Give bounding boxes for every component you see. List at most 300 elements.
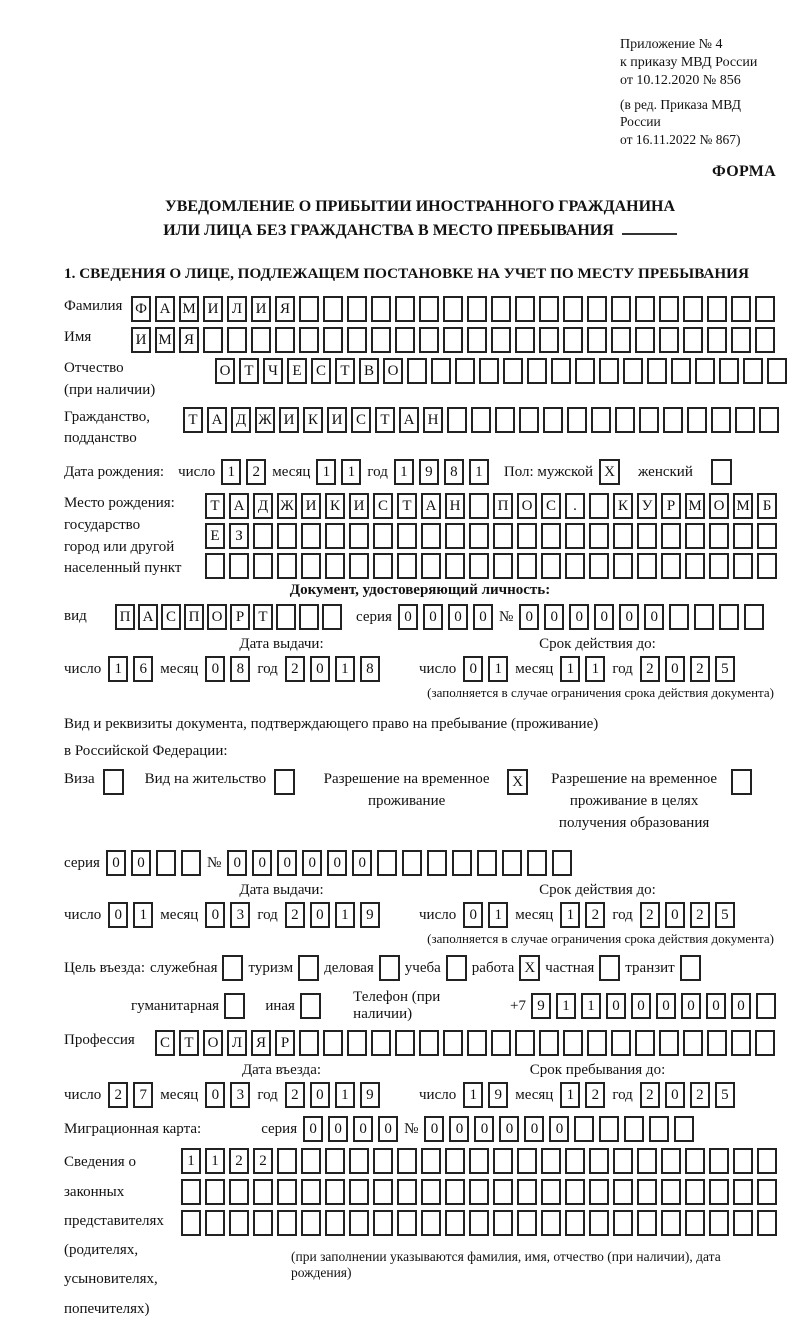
char-cell [299, 327, 319, 353]
char-cell [539, 1030, 559, 1056]
char-cell [493, 1148, 513, 1174]
char-cell: И [131, 327, 151, 353]
char-cell [347, 296, 367, 322]
char-cell [301, 1210, 321, 1236]
char-cell [527, 358, 547, 384]
char-cell [635, 296, 655, 322]
char-cell: 7 [133, 1082, 153, 1108]
char-cell [229, 1179, 249, 1205]
validity-note: (заполняется в случае ограничения срока действия документа) [427, 931, 774, 947]
char-cell: 0 [463, 656, 483, 682]
representatives-label: (родителях, [64, 1242, 139, 1259]
char-cell: К [303, 407, 323, 433]
char-cell [515, 1030, 535, 1056]
patronymic-label-note: (при наличии) [64, 381, 156, 398]
char-cell: П [115, 604, 135, 630]
char-cell: 0 [474, 1116, 494, 1142]
char-cell: О [709, 493, 729, 519]
purpose-option-label: туризм [248, 959, 294, 976]
char-cell [421, 1179, 441, 1205]
char-cell [649, 1116, 669, 1142]
char-cell: 0 [463, 902, 483, 928]
char-cell [591, 407, 611, 433]
char-cell [744, 604, 764, 630]
char-cell [756, 993, 776, 1019]
char-cell: Т [375, 407, 395, 433]
char-cell: С [351, 407, 371, 433]
entry-date-heading: Дата въезда: [241, 1062, 322, 1079]
birth-place-label: населенный пункт [64, 560, 182, 577]
purpose-transit-checkbox [680, 955, 701, 981]
year-label: год [612, 1086, 633, 1103]
purpose-study-checkbox [446, 955, 467, 981]
char-cell [611, 1030, 631, 1056]
day-label: число [419, 1086, 457, 1103]
valid-month-boxes [560, 902, 605, 928]
char-cell [347, 327, 367, 353]
stay-until-heading: Срок пребывания до: [529, 1062, 666, 1079]
char-cell: 0 [549, 1116, 569, 1142]
char-cell [519, 407, 539, 433]
first-name-boxes [131, 327, 775, 353]
char-cell [325, 1210, 345, 1236]
identity-doc-heading: Документ, удостоверяющий личность: [289, 582, 551, 599]
char-cell [467, 327, 487, 353]
month-label: месяц [272, 463, 311, 480]
first-name-label: Имя [64, 329, 92, 346]
char-cell [349, 1148, 369, 1174]
year-label: год [612, 906, 633, 923]
citizenship-label: Гражданство, [64, 408, 151, 425]
char-cell: О [207, 604, 227, 630]
char-cell [611, 296, 631, 322]
char-cell [759, 407, 779, 433]
month-label: месяц [515, 906, 554, 923]
char-cell: 0 [594, 604, 614, 630]
migration-card-row [64, 1116, 776, 1142]
residence-intro-line2: в Российской Федерации: [64, 743, 228, 760]
char-cell: И [327, 407, 347, 433]
residence-number-boxes [227, 850, 572, 876]
char-cell [493, 553, 513, 579]
appendix-header [620, 36, 776, 148]
char-cell [349, 1210, 369, 1236]
issue-month-boxes [205, 902, 250, 928]
char-cell: 9 [360, 1082, 380, 1108]
month-label: месяц [160, 906, 199, 923]
char-cell: 9 [419, 459, 439, 485]
char-cell: Н [445, 493, 465, 519]
char-cell: 0 [519, 604, 539, 630]
char-cell: 0 [303, 1116, 323, 1142]
char-cell [467, 296, 487, 322]
char-cell [517, 1179, 537, 1205]
char-cell [683, 327, 703, 353]
doc-number-boxes [519, 604, 764, 630]
entry-day-boxes [108, 1082, 153, 1108]
char-cell: Н [423, 407, 443, 433]
char-cell [515, 327, 535, 353]
char-cell [661, 553, 681, 579]
purpose-business-checkbox [379, 955, 400, 981]
char-cell: В [359, 358, 379, 384]
entry-dates [64, 1062, 776, 1108]
char-cell [395, 327, 415, 353]
purpose-humanitarian-checkbox [224, 993, 245, 1019]
char-cell [301, 523, 321, 549]
char-cell [589, 553, 609, 579]
purpose-option-label: учеба [404, 959, 441, 976]
birth-year-boxes [394, 459, 489, 485]
char-cell [707, 327, 727, 353]
char-cell [733, 1148, 753, 1174]
char-cell: 1 [556, 993, 576, 1019]
char-cell [301, 1148, 321, 1174]
year-label: год [612, 660, 633, 677]
char-cell [469, 1179, 489, 1205]
char-cell: 9 [488, 1082, 508, 1108]
char-cell [683, 296, 703, 322]
sex-female-checkbox [711, 459, 732, 485]
char-cell: 0 [606, 993, 626, 1019]
char-cell [445, 1148, 465, 1174]
doc-series-label: серия [356, 608, 392, 625]
char-cell: 1 [560, 902, 580, 928]
doc-number-label: № [498, 608, 514, 625]
char-cell: 5 [715, 902, 735, 928]
appendix-line: к приказу МВД России [620, 55, 758, 71]
char-cell: 0 [353, 1116, 373, 1142]
char-cell [452, 850, 472, 876]
char-cell: 1 [316, 459, 336, 485]
char-cell: 0 [449, 1116, 469, 1142]
char-cell [719, 358, 739, 384]
char-cell [707, 1030, 727, 1056]
title-line1: УВЕДОМЛЕНИЕ О ПРИБЫТИИ ИНОСТРАННОГО ГРАЖДАНИНА [164, 198, 676, 216]
char-cell: 9 [360, 902, 380, 928]
char-cell [445, 553, 465, 579]
char-cell [493, 1179, 513, 1205]
char-cell: 8 [360, 656, 380, 682]
migration-number-boxes [424, 1116, 694, 1142]
citizenship-label2: подданство [64, 430, 137, 447]
patronymic-boxes [215, 358, 787, 384]
char-cell [325, 523, 345, 549]
char-cell [253, 1179, 273, 1205]
char-cell [709, 553, 729, 579]
char-cell [495, 407, 515, 433]
char-cell: 1 [335, 1082, 355, 1108]
char-cell: 0 [108, 902, 128, 928]
char-cell [543, 407, 563, 433]
char-cell [563, 296, 583, 322]
form-label: ФОРМА [711, 163, 776, 181]
char-cell: 0 [252, 850, 272, 876]
residence-permit-checkbox [274, 769, 295, 795]
char-cell: 2 [229, 1148, 249, 1174]
purpose-option-label: гуманитарная [131, 997, 220, 1014]
char-cell [587, 296, 607, 322]
year-label: год [257, 660, 278, 677]
char-cell: 0 [131, 850, 151, 876]
char-cell: Е [205, 523, 225, 549]
char-cell: 2 [690, 902, 710, 928]
char-cell [477, 850, 497, 876]
char-cell [731, 327, 751, 353]
char-cell [229, 1210, 249, 1236]
birth-place-boxes-row2 [205, 523, 777, 549]
char-cell: 2 [285, 1082, 305, 1108]
visa-label: Виза [64, 771, 95, 788]
char-cell [565, 1179, 585, 1205]
char-cell: 1 [560, 1082, 580, 1108]
char-cell [733, 553, 753, 579]
char-cell [503, 358, 523, 384]
char-cell [757, 553, 777, 579]
char-cell [663, 407, 683, 433]
char-cell: 0 [644, 604, 664, 630]
day-label: число [419, 906, 457, 923]
char-cell: 1 [133, 902, 153, 928]
number-label: № [206, 854, 222, 871]
char-cell [711, 407, 731, 433]
char-cell: С [373, 493, 393, 519]
representatives-boxes-row2 [181, 1179, 777, 1205]
char-cell [661, 523, 681, 549]
char-cell: 0 [106, 850, 126, 876]
day-label: число [64, 906, 102, 923]
char-cell [767, 358, 787, 384]
char-cell: А [421, 493, 441, 519]
char-cell [181, 1210, 201, 1236]
char-cell [755, 327, 775, 353]
issue-date-heading: Дата выдачи: [239, 882, 324, 899]
char-cell [205, 1210, 225, 1236]
char-cell [299, 296, 319, 322]
char-cell: О [215, 358, 235, 384]
char-cell [325, 1148, 345, 1174]
char-cell: О [517, 493, 537, 519]
char-cell: 1 [581, 993, 601, 1019]
char-cell: 0 [665, 902, 685, 928]
char-cell [402, 850, 422, 876]
purpose-option-label: деловая [324, 959, 374, 976]
char-cell: 1 [181, 1148, 201, 1174]
char-cell [709, 1148, 729, 1174]
char-cell: 2 [690, 1082, 710, 1108]
char-cell [373, 1210, 393, 1236]
char-cell: Е [287, 358, 307, 384]
char-cell: 0 [731, 993, 751, 1019]
doc-series-boxes [398, 604, 493, 630]
char-cell [301, 553, 321, 579]
entry-month-boxes [205, 1082, 250, 1108]
section1-title: 1. СВЕДЕНИЯ О ЛИЦЕ, ПОДЛЕЖАЩЕМ ПОСТАНОВКЕ НА УЧЕТ ПО МЕСТУ ПРЕБЫВАНИЯ [64, 265, 749, 283]
char-cell: 5 [715, 1082, 735, 1108]
option-temporary-residence-education [545, 769, 752, 834]
char-cell [661, 1210, 681, 1236]
birth-place-label: государство [64, 516, 141, 533]
valid-until-heading: Срок действия до: [539, 636, 656, 653]
char-cell: 0 [569, 604, 589, 630]
char-cell: 0 [631, 993, 651, 1019]
char-cell [419, 296, 439, 322]
char-cell [563, 1030, 583, 1056]
char-cell [674, 1116, 694, 1142]
char-cell: Л [227, 1030, 247, 1056]
char-cell [427, 850, 447, 876]
appendix-line: от 10.12.2020 № 856 [620, 73, 741, 89]
char-cell: М [155, 327, 175, 353]
birth-day-boxes [221, 459, 266, 485]
char-cell: 9 [531, 993, 551, 1019]
char-cell [565, 523, 585, 549]
doc-type-label: вид [64, 608, 87, 625]
char-cell: И [349, 493, 369, 519]
char-cell [589, 523, 609, 549]
valid-month-boxes [560, 656, 605, 682]
char-cell [349, 553, 369, 579]
char-cell [373, 1179, 393, 1205]
char-cell [469, 523, 489, 549]
representatives-boxes-row1 [181, 1148, 777, 1174]
char-cell [395, 1030, 415, 1056]
residence-doc-options [64, 769, 776, 834]
char-cell: 3 [230, 1082, 250, 1108]
birth-place-boxes-row3 [205, 553, 777, 579]
char-cell: С [155, 1030, 175, 1056]
char-cell: 2 [246, 459, 266, 485]
char-cell [491, 327, 511, 353]
char-cell: Ж [255, 407, 275, 433]
char-cell: Р [230, 604, 250, 630]
char-cell [301, 1179, 321, 1205]
representatives-row [64, 1148, 776, 1324]
valid-day-boxes [463, 902, 508, 928]
char-cell [563, 327, 583, 353]
purpose-option-label: транзит [625, 959, 675, 976]
char-cell [743, 358, 763, 384]
birth-month-boxes [316, 459, 361, 485]
day-label: число [64, 1086, 102, 1103]
char-cell: О [203, 1030, 223, 1056]
residence-intro-line1: Вид и реквизиты документа, подтверждающего право на пребывание (проживание) [64, 716, 599, 733]
char-cell: 0 [352, 850, 372, 876]
char-cell [479, 358, 499, 384]
char-cell: Я [179, 327, 199, 353]
char-cell [467, 1030, 487, 1056]
char-cell [251, 327, 271, 353]
char-cell [491, 296, 511, 322]
char-cell [552, 850, 572, 876]
char-cell [659, 327, 679, 353]
char-cell: 2 [640, 902, 660, 928]
char-cell [205, 1179, 225, 1205]
char-cell [623, 358, 643, 384]
char-cell: 2 [585, 902, 605, 928]
char-cell [371, 327, 391, 353]
char-cell: 0 [277, 850, 297, 876]
identity-doc-dates [64, 636, 776, 682]
char-cell [447, 407, 467, 433]
char-cell [275, 327, 295, 353]
char-cell [567, 407, 587, 433]
phone-boxes [531, 993, 776, 1019]
char-cell [299, 604, 319, 630]
char-cell [371, 1030, 391, 1056]
stay-year-boxes [640, 1082, 735, 1108]
profession-boxes [155, 1030, 775, 1056]
temporary-residence-checkbox: X [507, 769, 528, 795]
purpose-other-checkbox [300, 993, 321, 1019]
char-cell: 1 [205, 1148, 225, 1174]
char-cell [575, 358, 595, 384]
char-cell [253, 553, 273, 579]
char-cell [565, 1210, 585, 1236]
surname-boxes [131, 296, 775, 322]
char-cell [325, 1179, 345, 1205]
char-cell [445, 1179, 465, 1205]
char-cell [671, 358, 691, 384]
doc-type-boxes [115, 604, 342, 630]
char-cell [181, 850, 201, 876]
char-cell [421, 1210, 441, 1236]
month-label: месяц [515, 1086, 554, 1103]
char-cell [373, 523, 393, 549]
issue-day-boxes [108, 902, 153, 928]
char-cell: М [733, 493, 753, 519]
char-cell [205, 553, 225, 579]
purpose-option-label: работа [471, 959, 515, 976]
char-cell [709, 523, 729, 549]
char-cell: 0 [544, 604, 564, 630]
char-cell [731, 296, 751, 322]
char-cell [431, 358, 451, 384]
char-cell: Т [239, 358, 259, 384]
char-cell [709, 1210, 729, 1236]
temporary-residence-label: Разрешение на временное проживание [323, 771, 490, 809]
char-cell: 0 [205, 1082, 225, 1108]
birth-date-row [64, 459, 776, 485]
char-cell [277, 1210, 297, 1236]
char-cell [685, 1148, 705, 1174]
char-cell: 2 [640, 1082, 660, 1108]
char-cell: А [399, 407, 419, 433]
char-cell: 0 [681, 993, 701, 1019]
char-cell [203, 327, 223, 353]
char-cell: К [613, 493, 633, 519]
char-cell: П [493, 493, 513, 519]
char-cell: Т [253, 604, 273, 630]
char-cell [589, 1148, 609, 1174]
char-cell [613, 553, 633, 579]
char-cell: 0 [473, 604, 493, 630]
char-cell [443, 1030, 463, 1056]
document-title [64, 195, 776, 243]
issue-year-boxes [285, 656, 380, 682]
profession-row [64, 1030, 776, 1056]
char-cell: 3 [230, 902, 250, 928]
char-cell: 1 [488, 902, 508, 928]
char-cell: 1 [108, 656, 128, 682]
char-cell [611, 327, 631, 353]
identity-doc-row [64, 604, 776, 630]
char-cell: 6 [133, 656, 153, 682]
char-cell: 0 [227, 850, 247, 876]
series-label: серия [64, 854, 100, 871]
char-cell [539, 327, 559, 353]
char-cell [565, 553, 585, 579]
